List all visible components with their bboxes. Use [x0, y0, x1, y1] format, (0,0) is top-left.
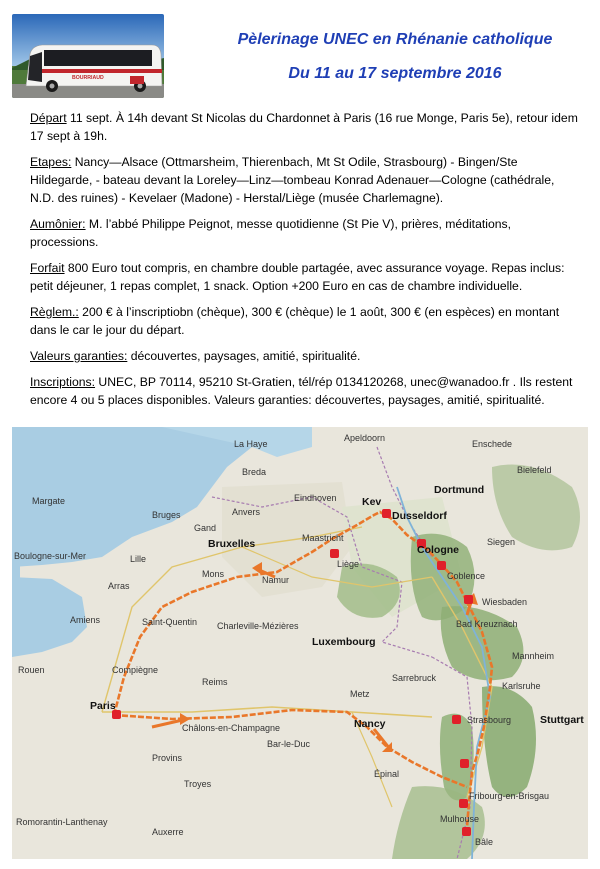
- valeurs-paragraph: [30, 347, 578, 365]
- city-siegen: Siegen: [487, 537, 516, 547]
- city-chalons: Châlons-en-Champagne: [182, 723, 281, 733]
- city-nancy: Nancy: [354, 718, 386, 730]
- stop-bingen-marker: [464, 595, 473, 604]
- info-body: [30, 109, 578, 417]
- city-bielefeld: Bielefeld: [517, 465, 552, 475]
- valeurs-label: Valeurs garanties:: [30, 349, 128, 363]
- city-apeldoorn: Apeldoorn: [344, 433, 386, 443]
- city-namur: Namur: [262, 575, 290, 585]
- aumonier-paragraph: [30, 215, 578, 251]
- page-title: Pèlerinage UNEC en Rhénanie catholique: [237, 31, 553, 48]
- aumonier-label: Aumônier:: [30, 217, 86, 231]
- city-breda: Breda: [242, 467, 267, 477]
- city-eindhoven: Eindhoven: [294, 493, 337, 503]
- forfait-label: Forfait: [30, 261, 65, 275]
- reglem-label: Règlem.:: [30, 305, 79, 319]
- city-dusseldorf: Dusseldorf: [392, 510, 447, 522]
- titles: [200, 30, 590, 84]
- city-mannheim: Mannheim: [512, 651, 555, 661]
- reglem-paragraph: [30, 303, 578, 339]
- city-saint-quentin: Saint-Quentin: [142, 617, 198, 627]
- city-wiesbaden: Wiesbaden: [482, 597, 528, 607]
- city-enschede: Enschede: [472, 439, 513, 449]
- bus-photo: [12, 14, 164, 98]
- etapes-text: Nancy—Alsace (Ottmarsheim, Thierenbach, Mt St Odile, Strasbourg) - Bingen/Ste Hildegarde, - bateau devant la Loreley—Linz—tombeau Konrad Adenauer—Cologne (cathédrale, N.D. des ruines) - Kevelaer (Madone) - Herstal/Liège (musée Charlemagne).: [30, 155, 555, 205]
- city-margate: Margate: [32, 496, 66, 506]
- stop-strasbourg-marker: [452, 715, 461, 724]
- city-liege: Liège: [337, 559, 360, 569]
- city-la-haye: La Haye: [234, 439, 268, 449]
- bus-brand: BOURRIAUD: [72, 75, 104, 81]
- aumonier-text: M. l’abbé Philippe Peignot, messe quotidienne (St Pie V), prières, méditations, processions.: [30, 217, 511, 249]
- city-provins: Provins: [152, 753, 183, 763]
- reglem-text: 200 € à l’inscriptiobn (chèque), 300 € (chèque) le 1 août, 300 € (en espèces) en montant dans le car le jour du départ.: [30, 305, 560, 337]
- city-bad-kreuznach: Bad Kreuznach: [456, 619, 518, 629]
- city-epinal: Épinal: [374, 769, 400, 779]
- depart-text: 11 sept. À 14h devant St Nicolas du Chardonnet à Paris (16 rue Monge, Paris 5e), retour idem 17 sept à 19h.: [30, 111, 578, 143]
- route-map-svg: [12, 427, 588, 859]
- stop-liege-marker: [330, 549, 339, 558]
- city-auxerre: Auxerre: [152, 827, 184, 837]
- city-gand: Gand: [194, 523, 217, 533]
- inscriptions-paragraph: [30, 373, 578, 409]
- city-coblence: Coblence: [447, 571, 486, 581]
- city-reims: Reims: [202, 677, 228, 687]
- inscriptions-text: UNEC, BP 70114, 95210 St-Gratien, tél/rép 0134120268, unec@wanadoo.fr . Ils restent encore 4 ou 5 places disponibles. Valeurs garanties: découvertes, paysages, amitié, spiritualité.: [30, 375, 573, 407]
- city-metz: Metz: [350, 689, 370, 699]
- city-strasbourg: Strasbourg: [467, 715, 512, 725]
- city-maastricht: Maastricht: [302, 533, 344, 543]
- city-luxembourg: Luxembourg: [312, 636, 376, 648]
- stop-bale-marker: [462, 827, 471, 836]
- city-anvers: Anvers: [232, 507, 261, 517]
- city-stuttgart: Stuttgart: [540, 714, 584, 726]
- etapes-paragraph: [30, 153, 578, 207]
- header: [0, 0, 600, 100]
- city-mons: Mons: [202, 569, 225, 579]
- city-rouen: Rouen: [18, 665, 45, 675]
- city-charleville: Charleville-Mézières: [217, 621, 299, 631]
- stop-coblence-marker: [437, 561, 446, 570]
- city-bar-le-duc: Bar-le-Duc: [267, 739, 311, 749]
- stop-kevelaer-marker: [382, 509, 391, 518]
- city-troyes: Troyes: [184, 779, 212, 789]
- city-fribourg: Fribourg-en-Brisgau: [469, 791, 550, 801]
- forfait-paragraph: [30, 259, 578, 295]
- valeurs-text: découvertes, paysages, amitié, spiritualité.: [127, 349, 361, 363]
- page-subtitle-dates: Du 11 au 17 septembre 2016: [288, 65, 502, 82]
- city-kevelaer: Kev: [362, 496, 382, 508]
- stop-mulhouse-marker: [459, 799, 468, 808]
- forfait-text: 800 Euro tout compris, en chambre double partagée, avec assurance voyage. Repas inclus: petit déjeuner, 1 repas complet, 1 snack. Option +200 Euro en cas de chambre individuelle.: [30, 261, 565, 293]
- city-sarrebruck: Sarrebruck: [392, 673, 437, 683]
- city-mulhouse: Mulhouse: [440, 814, 480, 824]
- depart-paragraph: [30, 109, 578, 145]
- city-romorantin: Romorantin-Lanthenay: [16, 817, 108, 827]
- city-bruxelles: Bruxelles: [208, 538, 256, 550]
- inscriptions-label: Inscriptions:: [30, 375, 96, 389]
- city-amiens: Amiens: [70, 615, 101, 625]
- city-lille: Lille: [130, 554, 147, 564]
- city-boulogne: Boulogne-sur-Mer: [14, 551, 87, 561]
- stop-ottmarsheim-marker: [460, 759, 469, 768]
- city-bale: Bâle: [475, 837, 494, 847]
- city-karlsruhe: Karlsruhe: [502, 681, 541, 691]
- route-map: [12, 427, 588, 859]
- city-cologne: Cologne: [417, 544, 459, 556]
- etapes-label: Etapes:: [30, 155, 72, 169]
- city-dortmund: Dortmund: [434, 484, 485, 496]
- city-bruges: Bruges: [152, 510, 181, 520]
- depart-label: Départ: [30, 111, 67, 125]
- city-compiegne: Compiègne: [112, 665, 159, 675]
- city-arras: Arras: [108, 581, 130, 591]
- city-paris: Paris: [90, 700, 116, 712]
